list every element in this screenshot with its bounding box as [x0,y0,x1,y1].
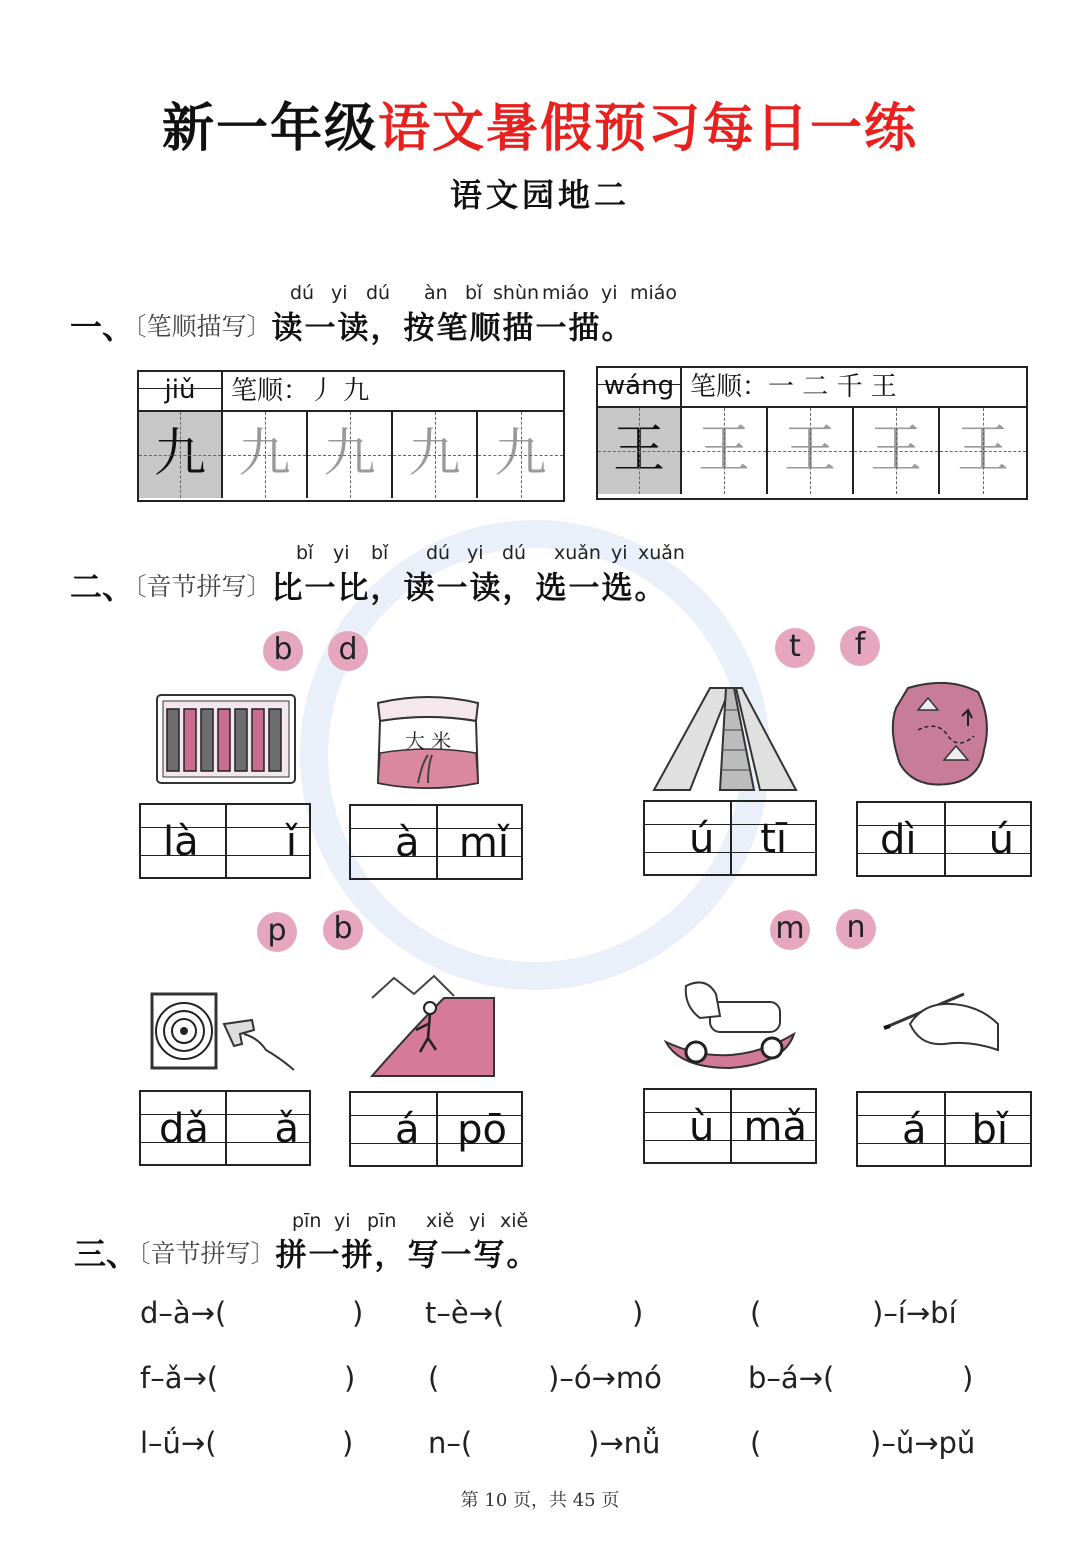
pinyin-xuan2: xuǎn [638,542,685,564]
exercise-text: l–ǘ→( [140,1426,217,1460]
pinyin-yi2: yi [469,1210,486,1232]
trace-cell[interactable]: 王 [854,408,940,494]
title-red: 语文暑假预习每日一练 [378,98,919,159]
letter-bubble-m[interactable]: m [770,910,810,950]
section2-heading [70,562,668,608]
letter-bubble-t[interactable]: t [775,628,815,668]
exercise-text: d–à→( [140,1296,227,1330]
pinyin-yi1: yi [334,1210,351,1232]
exercise-text: )–ó→mó [548,1361,662,1395]
section2-number: 二、 [70,568,135,606]
section2-instruction: 比一比，读一读，选一选。 [271,570,668,607]
answer-box-target[interactable] [139,1090,311,1166]
syllable-right: ǎ [274,1106,299,1152]
stroke-grid-jiu [137,370,565,502]
page-subtitle: 语文园地二 [449,176,630,214]
trace-cell[interactable]: 九 [223,412,308,498]
crayons-icon [155,693,297,785]
syllable-left: á [395,1107,420,1153]
rice-bag-icon [372,693,484,793]
exercise-text: ) [344,1361,356,1395]
trace-cell[interactable]: 王 [682,408,768,494]
pinyin-du2: dú [502,542,527,564]
grid-stroke-order: 笔顺：丿 九 [231,376,370,406]
pinyin-pin2: pīn [367,1210,397,1232]
answer-box-crayon[interactable] [139,803,311,879]
grid-stroke-order: 笔顺：一 二 千 王 [690,372,897,402]
exercise-text: ) [352,1296,364,1330]
grid-header [139,372,563,412]
exercise-text: ( [750,1426,762,1460]
section1-instruction: 读一读，按笔顺描一描。 [271,310,635,347]
pinyin-yi2: yi [467,542,484,564]
exercise-text: ) [632,1296,644,1330]
answer-box-slope[interactable] [349,1091,523,1167]
answer-box-write[interactable] [856,1091,1032,1167]
target-shooting-icon [148,988,298,1080]
pinyin-du1: dú [426,542,451,564]
writing-hand-icon [880,984,1002,1056]
section3-tag: 〔音节拼写〕 [138,1239,276,1268]
syllable-left: là [163,819,199,865]
pinyin-an: àn [424,282,448,304]
section3-instruction: 拼一拼，写一写。 [275,1237,540,1274]
syllable-right: pō [457,1107,507,1153]
exercise-text: ) [962,1361,974,1395]
syllable-left: á [902,1107,927,1153]
syllable-right: mǎ [743,1104,807,1150]
answer-box-island[interactable] [856,801,1032,877]
syllable-right: bǐ [971,1107,1008,1153]
page-title [0,86,1080,161]
island-map-icon [888,680,992,790]
exercise-text: n–( [428,1426,473,1460]
pinyin-du2: dú [366,282,391,304]
section1-number: 一、 [70,308,135,346]
letter-bubble-f[interactable]: f [840,626,880,666]
syllable-right: tī [760,816,787,862]
answer-box-escalator[interactable] [643,800,817,876]
pinyin-xie1: xiě [426,1210,455,1232]
pinyin-bi2: bǐ [371,542,389,564]
section3-number: 三、 [74,1235,139,1273]
pinyin-miao2: miáo [630,282,678,304]
letter-bubble-d[interactable]: d [328,631,368,671]
answer-box-horse[interactable] [643,1088,817,1164]
section2-tag: 〔音节拼写〕 [134,572,272,601]
exercise-text: f–ǎ→( [140,1361,219,1395]
escalator-icon [650,680,800,795]
grid-header [598,368,1026,408]
pinyin-yi2: yi [601,282,618,304]
exercise-text: t–è→( [425,1296,505,1330]
exercise-text: ( [428,1361,440,1395]
rocking-horse-icon [660,972,800,1078]
letter-bubble-p[interactable]: p [257,912,297,952]
exercise-text: b–á→( [748,1361,835,1395]
trace-cell[interactable]: 九 [393,412,478,498]
rice-bag-label: 大 米 [404,729,452,753]
answer-box-rice[interactable] [349,804,523,880]
exercise-text: ( [750,1296,762,1330]
letter-bubble-b[interactable]: b [323,910,363,950]
trace-cell[interactable]: 九 [308,412,393,498]
pinyin-yi1: yi [331,282,348,304]
letter-bubble-b[interactable]: b [263,631,303,671]
section1-tag: 〔笔顺描写〕 [134,312,272,341]
trace-cell[interactable]: 九 [478,412,563,498]
exercise-text: )–ǔ→pǔ [870,1426,976,1460]
grid-pinyin: wáng [598,368,682,406]
pinyin-du1: dú [290,282,315,304]
section3-heading [74,1229,540,1275]
exercise-text: )–í→bí [872,1296,957,1330]
pinyin-yi1: yi [333,542,350,564]
climbing-slope-icon [364,968,500,1082]
page-footer: 第 10 页，共 45 页 [460,1490,620,1511]
syllable-left: dì [880,817,917,863]
pinyin-xie2: xiě [500,1210,529,1232]
exercise-text: )→nǚ [588,1426,661,1460]
pinyin-pin1: pīn [292,1210,322,1232]
syllable-left: ù [689,1104,715,1150]
pinyin-bi: bǐ [465,282,483,304]
letter-bubble-n[interactable]: n [836,909,876,949]
syllable-right: ú [988,817,1014,863]
section1-heading [70,302,635,348]
pinyin-yi3: yi [611,542,628,564]
exercise-text: ) [342,1426,354,1460]
syllable-left: ú [689,816,715,862]
pinyin-xuan1: xuǎn [554,542,601,564]
trace-cell[interactable]: 王 [768,408,854,494]
trace-cell[interactable]: 王 [940,408,1026,494]
char-cell: 王 [598,408,682,494]
syllable-left: à [395,820,420,866]
char-cell: 九 [139,412,223,498]
pinyin-miao1: miáo [542,282,590,304]
syllable-right: mǐ [458,820,509,866]
pinyin-shun: shùn [493,282,540,304]
title-black: 新一年级 [161,98,378,159]
grid-pinyin: jiǔ [139,372,223,410]
syllable-right: ǐ [285,819,297,865]
syllable-left: dǎ [159,1106,209,1152]
pinyin-bi1: bǐ [296,542,314,564]
stroke-grid-wang [596,366,1028,500]
